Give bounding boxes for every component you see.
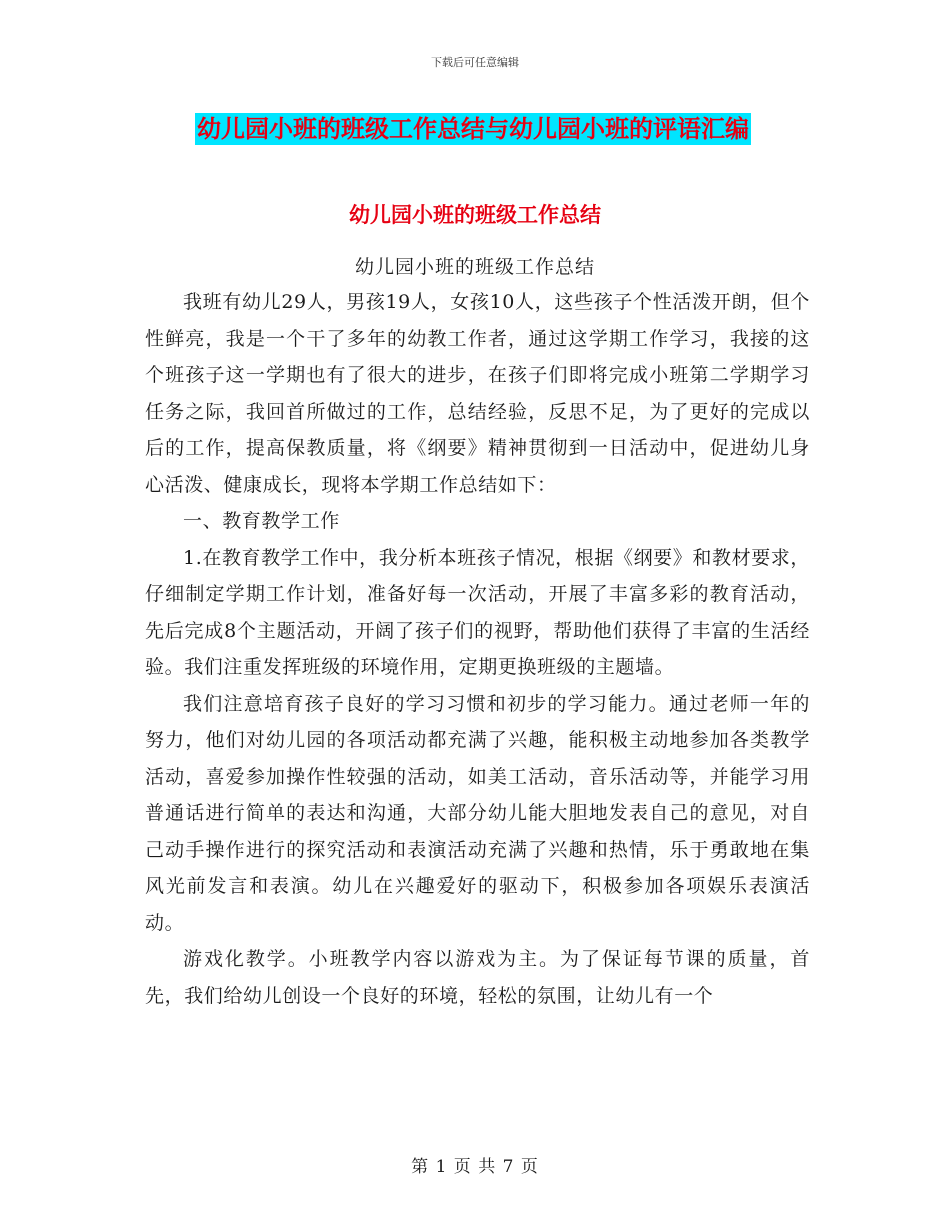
paragraph-item-1: 1.在教育教学工作中，我分析本班孩子情况，根据《纲要》和教材要求，仔细制定学期工作计划，准备好每一次活动，开展了丰富多彩的教育活动，先后完成8个主题活动，开阔了孩子们的视野，帮助他们获得了丰富的生活经验。我们注重发挥班级的环境作用，定期更换班级的主题墙。 [145,546,810,678]
paragraph-learning-habits: 我们注意培育孩子良好的学习习惯和初步的学习能力。通过老师一年的努力，他们对幼儿园的各项活动都充满了兴趣，能积极主动地参加各类教学活动，喜爱参加操作性较强的活动，如美工活动，音乐活动等，并能学习用普通话进行简单的表达和沟通，大部分幼儿能大胆地发表自己的意见，对自己动手操作进行的探究活动和表演活动充满了兴趣和热情，乐于勇敢地在集风光前发言和表演。幼儿在兴趣爱好的驱动下，积极参加各项娱乐表演活动。 [145,692,810,934]
paragraph-game-teaching: 游戏化教学。小班教学内容以游戏为主。为了保证每节课的质量，首先，我们给幼儿创设一个良好的环境，轻松的氛围，让幼儿有一个 [145,948,810,1007]
header-note: 下载后可任意编辑 [431,56,519,69]
document-main-title: 幼儿园小班的班级工作总结与幼儿园小班的评语汇编 [197,115,749,143]
heading-education-teaching: 一、教育教学工作 [183,510,340,532]
section-title: 幼儿园小班的班级工作总结 [349,203,601,227]
page-number-footer: 第 1 页 共 7 页 [411,1157,539,1177]
subtitle: 幼儿园小班的班级工作总结 [354,256,595,278]
document-body [145,284,810,1014]
paragraph-intro: 我班有幼儿29人，男孩19人，女孩10人，这些孩子个性活泼开朗，但个性鲜亮，我是一个干了多年的幼教工作者，通过这学期工作学习，我接的这个班孩子这一学期也有了很大的进步，在孩子们即将完成小班第二学期学习任务之际，我回首所做过的工作，总结经验，反思不足，为了更好的完成以后的工作，提高保教质量，将《纲要》精神贯彻到一日活动中，促进幼儿身心活泼、健康成长，现将本学期工作总结如下： [145,291,810,496]
